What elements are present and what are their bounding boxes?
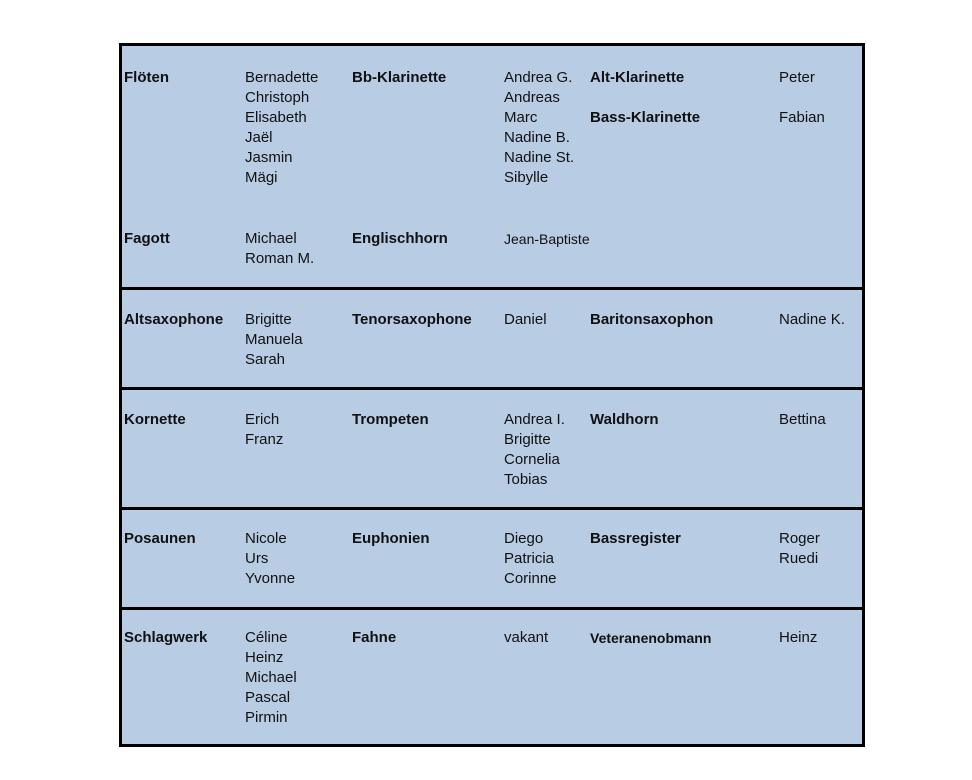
member-name: Céline	[245, 629, 288, 646]
member-list	[504, 410, 565, 490]
member-list	[245, 229, 314, 269]
member-name: Sibylle	[504, 169, 549, 186]
member-name: Andreas	[504, 89, 560, 106]
member-name: Nicole	[245, 530, 287, 547]
member-name: Yvonne	[245, 570, 296, 587]
member-name: Bernadette	[245, 69, 319, 86]
member-list	[504, 310, 547, 330]
member-name: Roman M.	[245, 250, 315, 267]
member-name: Heinz	[779, 629, 818, 646]
section-label: Euphonien	[352, 530, 430, 547]
member-name: Nadine B.	[504, 129, 570, 146]
member-name: Christoph	[245, 89, 310, 106]
member-list	[779, 108, 825, 128]
member-name: Diego	[504, 530, 544, 547]
member-name: Bettina	[779, 411, 826, 428]
roster-row-low-brass	[122, 507, 862, 607]
member-name: Daniel	[504, 311, 547, 328]
section-label: Baritonsaxophon	[590, 311, 714, 328]
roster-row-brass	[122, 387, 862, 507]
member-list	[779, 628, 817, 648]
member-name: Sarah	[245, 351, 286, 368]
section-label: Tenorsaxophone	[352, 311, 472, 328]
member-list	[779, 529, 820, 569]
member-name: Pirmin	[245, 709, 288, 726]
member-name: Elisabeth	[245, 109, 307, 126]
member-name: Corinne	[504, 570, 557, 587]
member-name: Nadine St.	[504, 149, 575, 166]
member-list	[779, 410, 826, 430]
member-list	[245, 410, 283, 450]
member-name: Patricia	[504, 550, 555, 567]
member-list	[245, 310, 303, 370]
section-label: Veteranenobmann	[590, 630, 712, 646]
member-name: Tobias	[504, 471, 548, 488]
member-name: Ruedi	[779, 550, 819, 567]
member-name: vakant	[504, 629, 549, 646]
member-list	[779, 310, 845, 330]
member-list	[779, 68, 815, 88]
member-list	[504, 68, 574, 188]
member-name: Michael	[245, 669, 297, 686]
roster-row-woodwinds	[122, 46, 862, 267]
member-name: Peter	[779, 69, 815, 86]
member-name: Manuela	[245, 331, 303, 348]
member-name: Jasmin	[245, 149, 293, 166]
member-list	[245, 68, 318, 188]
section-label: Bb-Klarinette	[352, 69, 447, 86]
member-list	[504, 529, 557, 589]
member-name: Mägi	[245, 169, 278, 186]
member-list	[245, 529, 295, 589]
roster-row-saxophones	[122, 287, 862, 387]
member-name: Jaël	[245, 129, 273, 146]
section-label: Waldhorn	[590, 411, 659, 428]
member-name: Marc	[504, 109, 538, 126]
member-name: Nadine K.	[779, 311, 845, 328]
section-label: Posaunen	[124, 530, 196, 547]
section-label: Bassregister	[590, 530, 681, 547]
section-label: Altsaxophone	[124, 311, 224, 328]
member-name: Heinz	[245, 649, 284, 666]
member-name: Erich	[245, 411, 280, 428]
member-name: Urs	[245, 550, 269, 567]
member-name: Fabian	[779, 109, 825, 126]
section-label: Kornette	[124, 411, 186, 428]
section-label: Alt-Klarinette	[590, 69, 685, 86]
section-label: Fahne	[352, 629, 397, 646]
section-label: Englischhorn	[352, 230, 448, 247]
member-name: Cornelia	[504, 451, 560, 468]
section-label: Fagott	[124, 230, 170, 247]
member-name: Franz	[245, 431, 284, 448]
instrument-roster-table	[119, 43, 865, 747]
member-name: Jean-Baptiste	[504, 231, 590, 247]
member-list	[504, 628, 548, 648]
section-label: Trompeten	[352, 411, 429, 428]
section-label: Flöten	[124, 69, 169, 86]
member-name: Brigitte	[245, 311, 292, 328]
member-name: Roger	[779, 530, 820, 547]
member-list	[245, 628, 297, 728]
member-name: Brigitte	[504, 431, 551, 448]
member-list	[504, 229, 590, 249]
member-name: Michael	[245, 230, 297, 247]
section-label: Bass-Klarinette	[590, 109, 701, 126]
member-name: Andrea I.	[504, 411, 565, 428]
member-name: Andrea G.	[504, 69, 573, 86]
roster-row-percussion	[122, 607, 862, 744]
member-name: Pascal	[245, 689, 291, 706]
section-label: Schlagwerk	[124, 629, 208, 646]
